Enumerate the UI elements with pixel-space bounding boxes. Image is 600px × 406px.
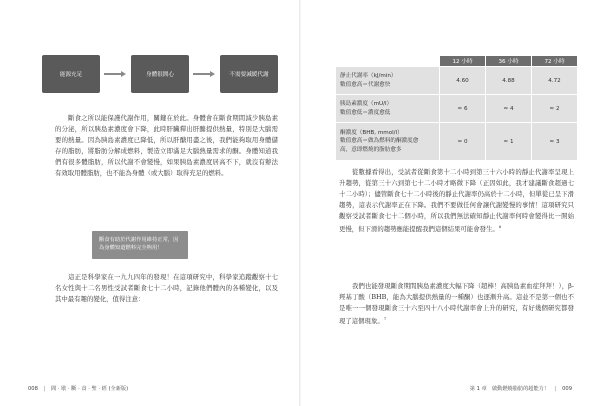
table-corner bbox=[336, 56, 440, 67]
flowchart bbox=[42, 55, 278, 93]
table-cell: ≈ 1 bbox=[486, 123, 532, 161]
table-cell: 4.72 bbox=[532, 67, 578, 95]
body-paragraph bbox=[339, 281, 574, 327]
book-edition: (全新版) bbox=[108, 386, 129, 392]
table-cell: ≈ 6 bbox=[440, 95, 486, 123]
flow-step-happy: 身體很開心 bbox=[131, 55, 189, 93]
table-cell: ≈ 4 bbox=[486, 95, 532, 123]
flow-step-energy: 能源充足 bbox=[42, 55, 100, 93]
body-paragraph bbox=[339, 167, 574, 235]
footer-right bbox=[470, 385, 572, 392]
table-cell: ≈ 3 bbox=[532, 123, 578, 161]
table-row bbox=[336, 67, 578, 95]
paragraph-text: 從數據看得出，受試者從斷食第十二小時到第三十六小時的靜止代謝率呈現上升趨勢，從第三十六到第七十二小時才略微下降（正因如此，我才建議斷食超過七十二小時）；儘管斷食七十二小時後的靜止代謝率仍高於十二小時，但單從已呈下滑趨勢，這表示代謝率正在下降。我們不要做任何會讓代謝變慢的事情！這項研究只觀察受試者斷食七十二個小時，所以我們無法確知靜止代謝率何時會變得比一開始更慢，但下滑的趨勢應能提醒我們這個結果可能會發生。 bbox=[339, 168, 574, 233]
row-label-note: 數值愈低＝濃度愈低 bbox=[340, 109, 391, 116]
row-label bbox=[336, 95, 440, 123]
row-label-title: 胰島素濃度（mU/l） bbox=[340, 101, 393, 108]
paragraph-text: 我們也能發現斷食期間胰島素濃度大幅下降（超棒！高胰島素血症拜拜！），β-羥基丁酸（BHB，能為大腦提供熱量的一種酮）也逐漸升高。這並不是第一個也不是唯一一個發現斷食三十六至四十八小時代謝率會上升的研究，有好幾個研究都發現了這個現象。 bbox=[339, 282, 574, 325]
fasting-data-table bbox=[335, 55, 578, 161]
row-label bbox=[336, 123, 440, 161]
row-label-title: 靜止代謝率（kJ/min） bbox=[340, 73, 397, 80]
body-paragraph: 斷食之所以能保護代謝作用，關鍵在於此。身體會在斷食期間減少胰島素的分泌，所以胰島素濃度會下降，此時肝臟釋出肝醣提供熱量，特別是大腦需要的熱量。因為胰島素濃度已降低，所以肝醣用盡之後，我們能夠取用身體儲存的脂肪，將脂肪分解成燃料，製造立即滿足大腦熱量需求的酮。身體知道我們有很多體脂肪，所以代謝不會變慢，如果胰島素濃度居高不下，就沒有辦法有效取用體脂肪，也不能為身體（或大腦）取得充足的燃料。 bbox=[55, 114, 278, 177]
table-row bbox=[336, 95, 578, 123]
table-header: 12 小時 bbox=[440, 56, 486, 67]
footnote-ref: 6 bbox=[498, 223, 502, 229]
table-cell: ≈ 0 bbox=[440, 123, 486, 161]
table-header-row bbox=[336, 56, 578, 67]
flow-arrow-icon bbox=[193, 71, 215, 77]
footer-left bbox=[28, 385, 128, 392]
left-page bbox=[0, 0, 299, 406]
body-paragraph: 這正是科學家在一九九四年的發現！在這項研究中，科學家追蹤觀察十七名女性與十二名男性受試者斷食七十二小時，記錄他們體內的各種變化，以及其中最有趣的變化，值得注意： bbox=[55, 273, 278, 303]
right-page bbox=[301, 0, 600, 406]
footnote-ref: 7 bbox=[383, 315, 387, 321]
book-title: 間 · 歇 · 斷 · 食 · 聖 · 經 bbox=[50, 386, 107, 392]
row-label bbox=[336, 67, 440, 95]
callout-box: 斷食有助於代謝作用維持正常，因為身體知道燃料完全夠用！ bbox=[92, 231, 188, 259]
footer-separator: | bbox=[43, 386, 46, 392]
table-row bbox=[336, 123, 578, 161]
row-label-note: 數值愈高＝代謝愈快 bbox=[340, 81, 391, 88]
table-cell: 4.60 bbox=[440, 67, 486, 95]
table-cell: 4.88 bbox=[486, 67, 532, 95]
page-number: 009 bbox=[562, 386, 572, 392]
chapter-title: 第 1 章 啟動燃燒脂肪的超能力！ bbox=[469, 386, 550, 392]
table-header: 36 小時 bbox=[486, 56, 532, 67]
table-cell: ≈ 2 bbox=[532, 95, 578, 123]
flow-step-no-slowdown: 不需要減緩代謝 bbox=[220, 55, 278, 93]
row-label-note: 數值愈高＝做為燃料的酮濃度愈 bbox=[340, 138, 419, 145]
row-label-title: 酮濃度（BHB, mmol/l） bbox=[340, 130, 403, 137]
row-label-note: 高，意即燃燒的脂肪愈多 bbox=[340, 146, 402, 153]
table-header: 72 小時 bbox=[532, 56, 578, 67]
flow-arrow-icon bbox=[104, 71, 126, 77]
page-number: 008 bbox=[28, 386, 38, 392]
footer-separator: | bbox=[554, 386, 557, 392]
